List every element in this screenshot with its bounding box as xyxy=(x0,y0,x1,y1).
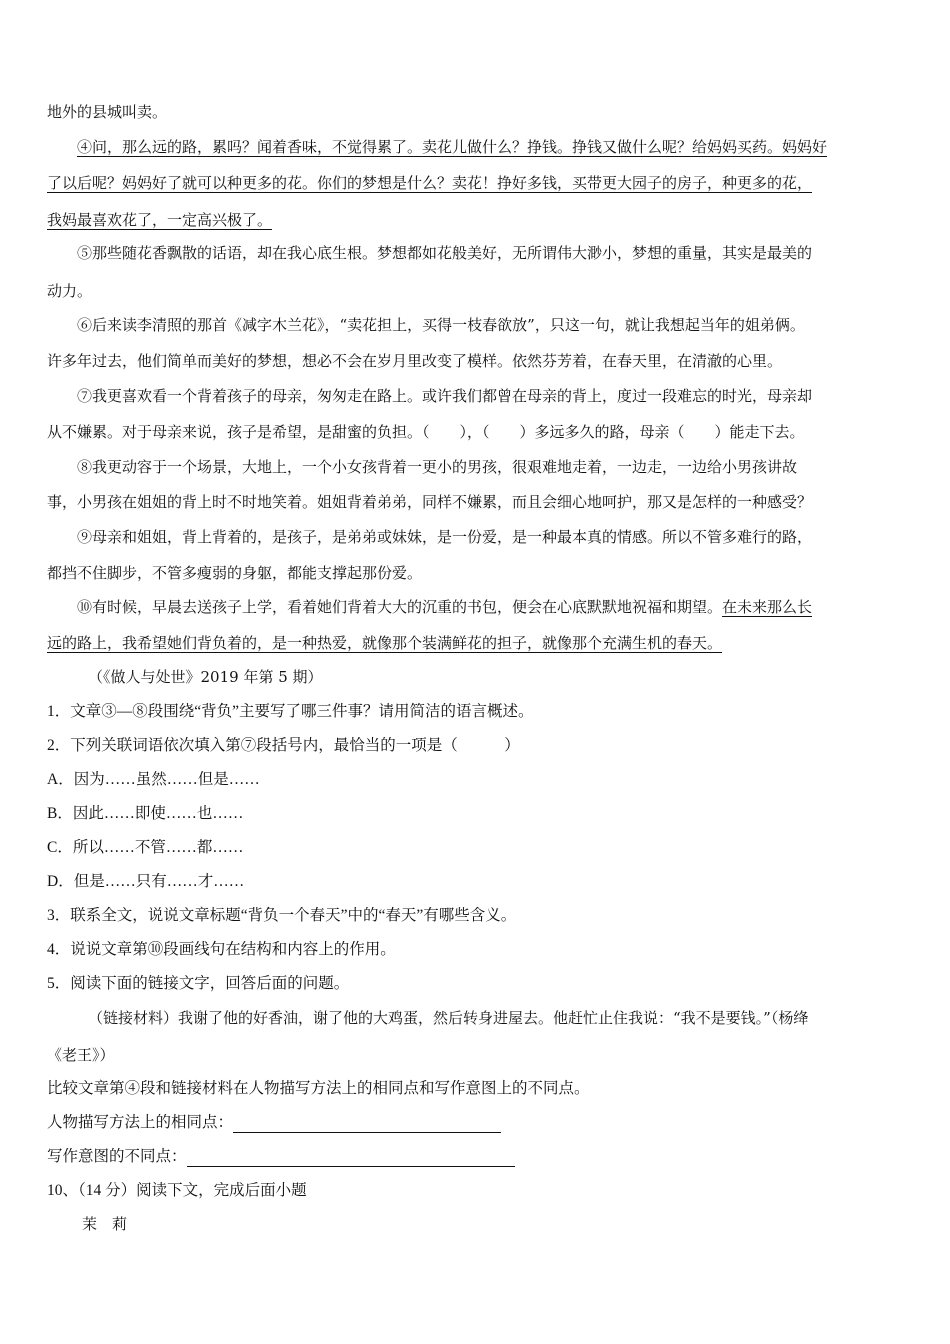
answer-row-diff xyxy=(47,1147,515,1167)
paragraph-9-line-2: 都挡不住脚步，不管多瘦弱的身躯，都能支撑起那份爱。 xyxy=(47,564,423,582)
paragraph-7-line-1: ⑦我更喜欢看一个背着孩子的母亲，匆匆走在路上。或许我们都曾在母亲的背上，度过一段难忘的时光，母亲却 xyxy=(77,387,813,405)
paragraph-6-line-1: ⑥后来读李清照的那首《减字木兰花》，“卖花担上，买得一枝春欲放”，只这一句，就让我想起当年的姐弟俩。 xyxy=(77,316,805,334)
answer-blank-diff[interactable] xyxy=(187,1150,515,1167)
paragraph-8-line-1: ⑧我更动容于一个场景，大地上，一个小女孩背着一更小的男孩，很艰难地走着，一边走，一边给小男孩讲故 xyxy=(77,458,798,476)
option-c: C．所以……不管……都…… xyxy=(47,839,244,856)
question-3: 3．联系全文，说说文章标题“背负一个春天”中的“春天”有哪些含义。 xyxy=(47,907,517,924)
paragraph-9-line-1: ⑨母亲和姐姐，背上背着的，是孩子，是弟弟或妹妹，是一份爱，是一种最本真的情感。所以不管多难行的路， xyxy=(77,528,813,546)
paragraph-5-line-2: 动力。 xyxy=(47,282,93,300)
answer-label-diff: 写作意图的不同点： xyxy=(47,1148,187,1165)
compare-instruction: 比较文章第④段和链接材料在人物描写方法上的相同点和写作意图上的不同点。 xyxy=(47,1080,590,1097)
question-1: 1．文章③—⑧段围绕“背负”主要写了哪三件事？请用简洁的语言概述。 xyxy=(47,703,534,720)
option-d: D．但是……只有……才…… xyxy=(47,873,245,890)
next-section-heading: 10、（14 分）阅读下文，完成后面小题 xyxy=(47,1182,307,1199)
paragraph-10-line-1 xyxy=(77,597,904,617)
paragraph-6-line-2: 许多年过去，他们简单而美好的梦想，想必不会在岁月里改变了模样。依然芬芳着，在春天里，在清澈的心里。 xyxy=(47,352,783,370)
paragraph-5-line-1: ⑤那些随花香飘散的话语，却在我心底生根。梦想都如花般美好，无所谓伟大渺小，梦想的重量，其实是最美的 xyxy=(77,244,813,262)
answer-label-same: 人物描写方法上的相同点： xyxy=(47,1114,234,1131)
paragraph-8-line-2: 事，小男孩在姐姐的背上时不时地笑着。姐姐背着弟弟，同样不嫌累，而且会细心地呵护，那又是怎样的一种感受？ xyxy=(47,493,813,511)
question-5: 5．阅读下面的链接文字，回答后面的问题。 xyxy=(47,975,350,992)
paragraph-4-line-2: 了以后呢？妈妈好了就可以种更多的花。你们的梦想是什么？卖花！挣好多钱，买带更大园子的房子，种更多的花， xyxy=(47,174,813,192)
paragraph-10-text: ⑩有时候，早晨去送孩子上学，看着她们背着大大的沉重的书包，便会在心底默默地祝福和期望。 xyxy=(77,598,723,616)
paragraph-7-line-2: 从不嫌累。对于母亲来说，孩子是希望，是甜蜜的负担。（ ），（ ）多远多久的路，母亲（ ）能走下去。 xyxy=(47,423,805,441)
paragraph-10-line-2: 远的路上，我希望她们背负着的，是一种热爱，就像那个装满鲜花的担子，就像那个充满生机的春天。 xyxy=(47,634,723,652)
link-material-line-2: 《老王》） xyxy=(47,1046,115,1064)
article-source: （《做人与处世》2019 年第 5 期） xyxy=(88,668,323,686)
option-a: A．因为……虽然……但是…… xyxy=(47,771,260,788)
paragraph-line: 地外的县城叫卖。 xyxy=(47,103,168,121)
question-4: 4．说说文章第⑩段画线句在结构和内容上的作用。 xyxy=(47,941,396,958)
option-b: B．因此……即使……也…… xyxy=(47,805,244,822)
paragraph-4-line-3: 我妈最喜欢花了，一定高兴极了。 xyxy=(47,211,273,229)
answer-row-same xyxy=(47,1113,501,1133)
link-material-line-1: （链接材料）我谢了他的好香油，谢了他的大鸡蛋，然后转身进屋去。他赶忙止住我说：“我不是要钱。”（杨绛 xyxy=(88,1009,809,1027)
question-2: 2．下列关联词语依次填入第⑦段括号内，最恰当的一项是（ ） xyxy=(47,737,520,754)
next-article-title: 茉 莉 xyxy=(82,1215,128,1233)
paragraph-10-underlined-text: 在未来那么长 xyxy=(722,598,813,616)
answer-blank-same[interactable] xyxy=(233,1116,501,1133)
paragraph-4-line-1: ④问，那么远的路，累吗？闻着香味，不觉得累了。卖花儿做什么？挣钱。挣钱又做什么呢？给妈妈买药。妈妈好 xyxy=(77,138,828,156)
